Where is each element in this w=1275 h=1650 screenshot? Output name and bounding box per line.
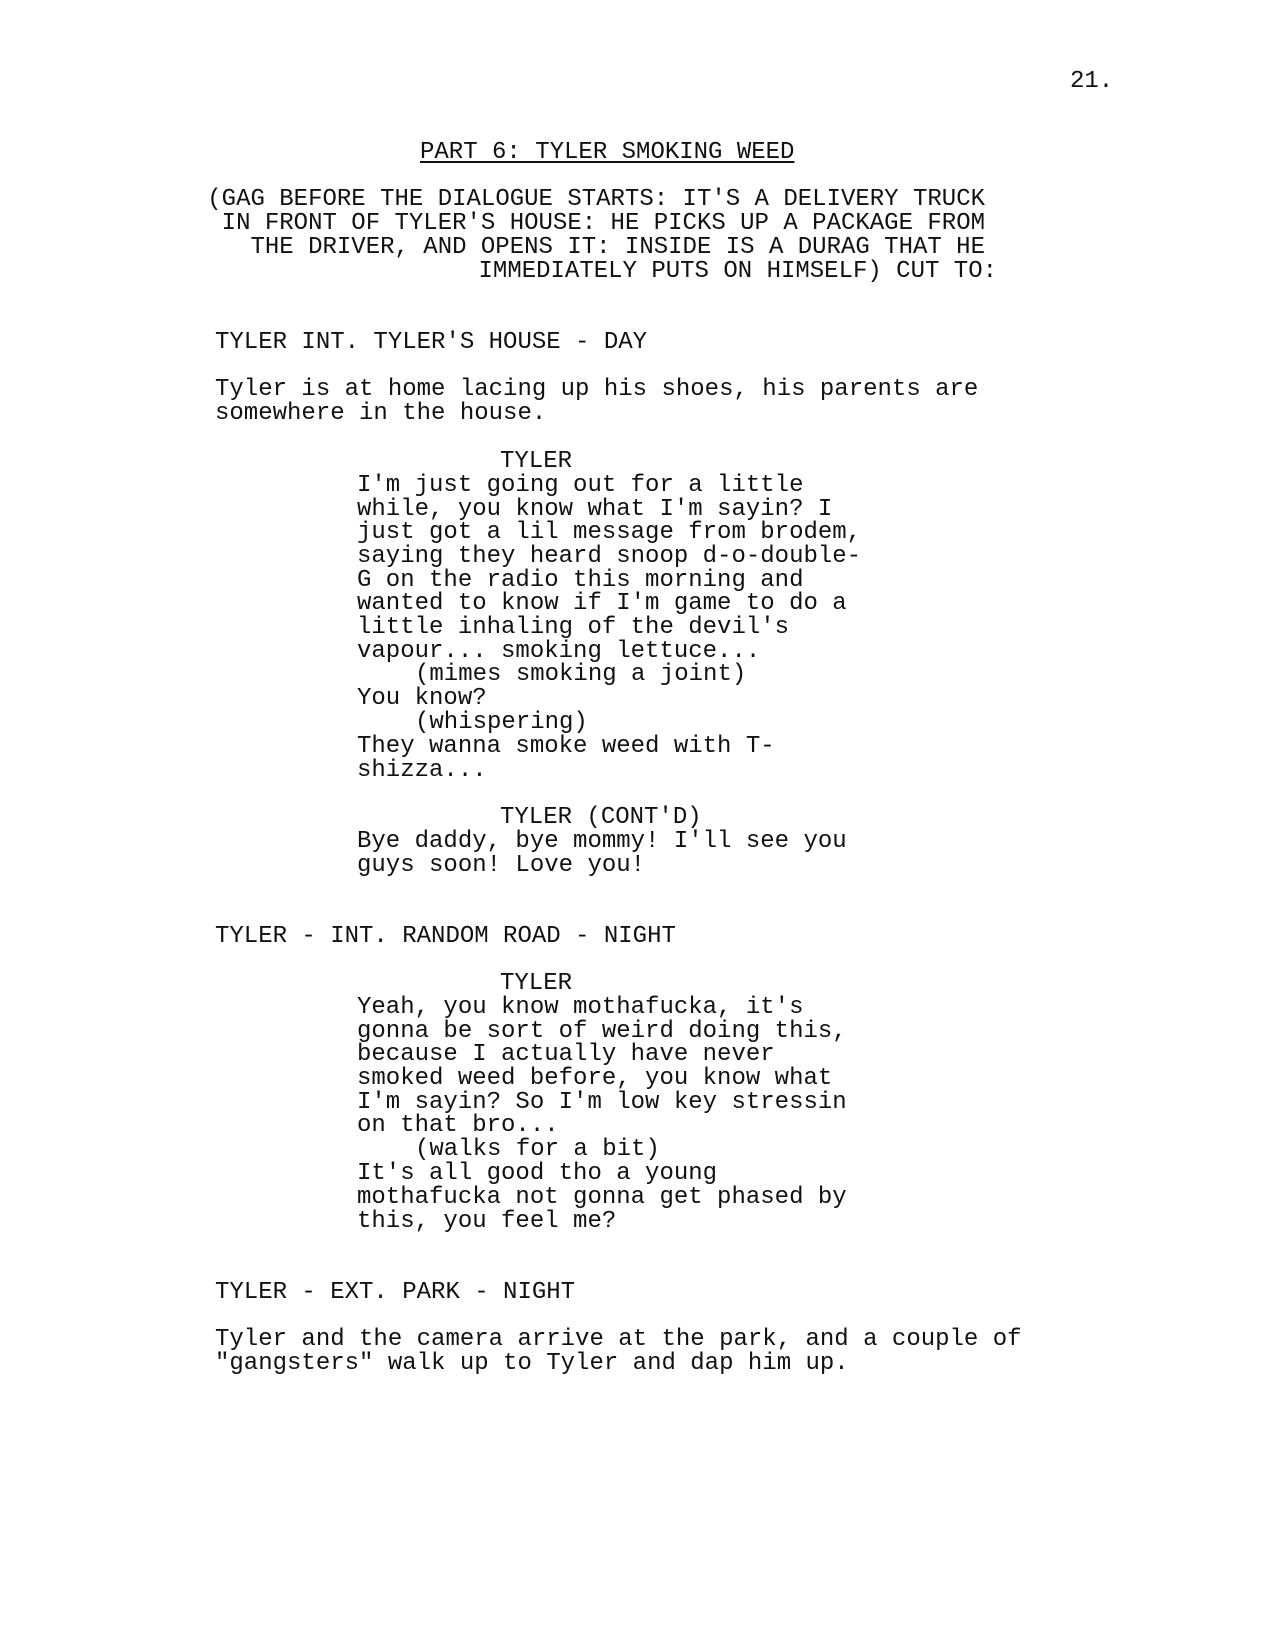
part-title: PART 6: TYLER SMOKING WEED (420, 139, 795, 166)
dialogue-line: I'm sayin? So I'm low key stressin (357, 1089, 847, 1116)
action-line-2: somewhere in the house. (215, 400, 547, 427)
dialogue-line: saying they heard snoop d-o-double- (357, 543, 862, 570)
dialogue-line: shizza... (357, 757, 487, 784)
dialogue-line: just got a lil message from brodem, (357, 519, 862, 546)
scene-heading-2: TYLER - INT. RANDOM ROAD - NIGHT (215, 923, 676, 950)
dialogue-line: G on the radio this morning and (357, 567, 804, 594)
dialogue-line: this, you feel me? (357, 1208, 617, 1235)
dialogue-line: Bye daddy, bye mommy! I'll see you (357, 828, 847, 855)
gag-note-line-1: (GAG BEFORE THE DIALOGUE STARTS: IT'S A DELIVERY TRUCK (207, 186, 985, 213)
parenthetical: (mimes smoking a joint) (415, 661, 747, 688)
dialogue-line: mothafucka not gonna get phased by (357, 1184, 847, 1211)
dialogue-line: little inhaling of the devil's (357, 614, 790, 641)
action-line-2: "gangsters" walk up to Tyler and dap him up. (215, 1350, 849, 1377)
action-line-1: Tyler and the camera arrive at the park, and a couple of (215, 1326, 1022, 1353)
character-name: TYLER (500, 448, 573, 475)
page-number: 21. (1070, 68, 1114, 95)
dialogue-line: because I actually have never (357, 1041, 775, 1068)
parenthetical: (walks for a bit) (415, 1136, 660, 1163)
dialogue-line: They wanna smoke weed with T- (357, 733, 775, 760)
character-name: TYLER (500, 970, 573, 997)
dialogue-line: Yeah, you know mothafucka, it's (357, 994, 804, 1021)
dialogue-line: I'm just going out for a little (357, 472, 804, 499)
dialogue-line: vapour... smoking lettuce... (357, 638, 761, 665)
gag-note-line-4: IMMEDIATELY PUTS ON HIMSELF) CUT TO: (478, 258, 997, 285)
dialogue-line: gonna be sort of weird doing this, (357, 1018, 847, 1045)
parenthetical: (whispering) (415, 709, 588, 736)
action-line-1: Tyler is at home lacing up his shoes, his parents are (215, 376, 979, 403)
dialogue-line: on that bro... (357, 1112, 559, 1139)
scene-heading-1: TYLER INT. TYLER'S HOUSE - DAY (215, 329, 648, 356)
dialogue-line: wanted to know if I'm game to do a (357, 590, 847, 617)
dialogue-line: It's all good tho a young (357, 1160, 718, 1187)
dialogue-line: smoked weed before, you know what (357, 1065, 833, 1092)
dialogue-line: You know? (357, 685, 487, 712)
dialogue-line: guys soon! Love you! (357, 852, 646, 879)
gag-note-line-3: THE DRIVER, AND OPENS IT: INSIDE IS A DURAG THAT HE (250, 234, 985, 261)
scene-heading-3: TYLER - EXT. PARK - NIGHT (215, 1279, 576, 1306)
dialogue-line: while, you know what I'm sayin? I (357, 496, 833, 523)
character-name: TYLER (CONT'D) (500, 804, 702, 831)
gag-note-line-2: IN FRONT OF TYLER'S HOUSE: HE PICKS UP A PACKAGE FROM (221, 210, 985, 237)
